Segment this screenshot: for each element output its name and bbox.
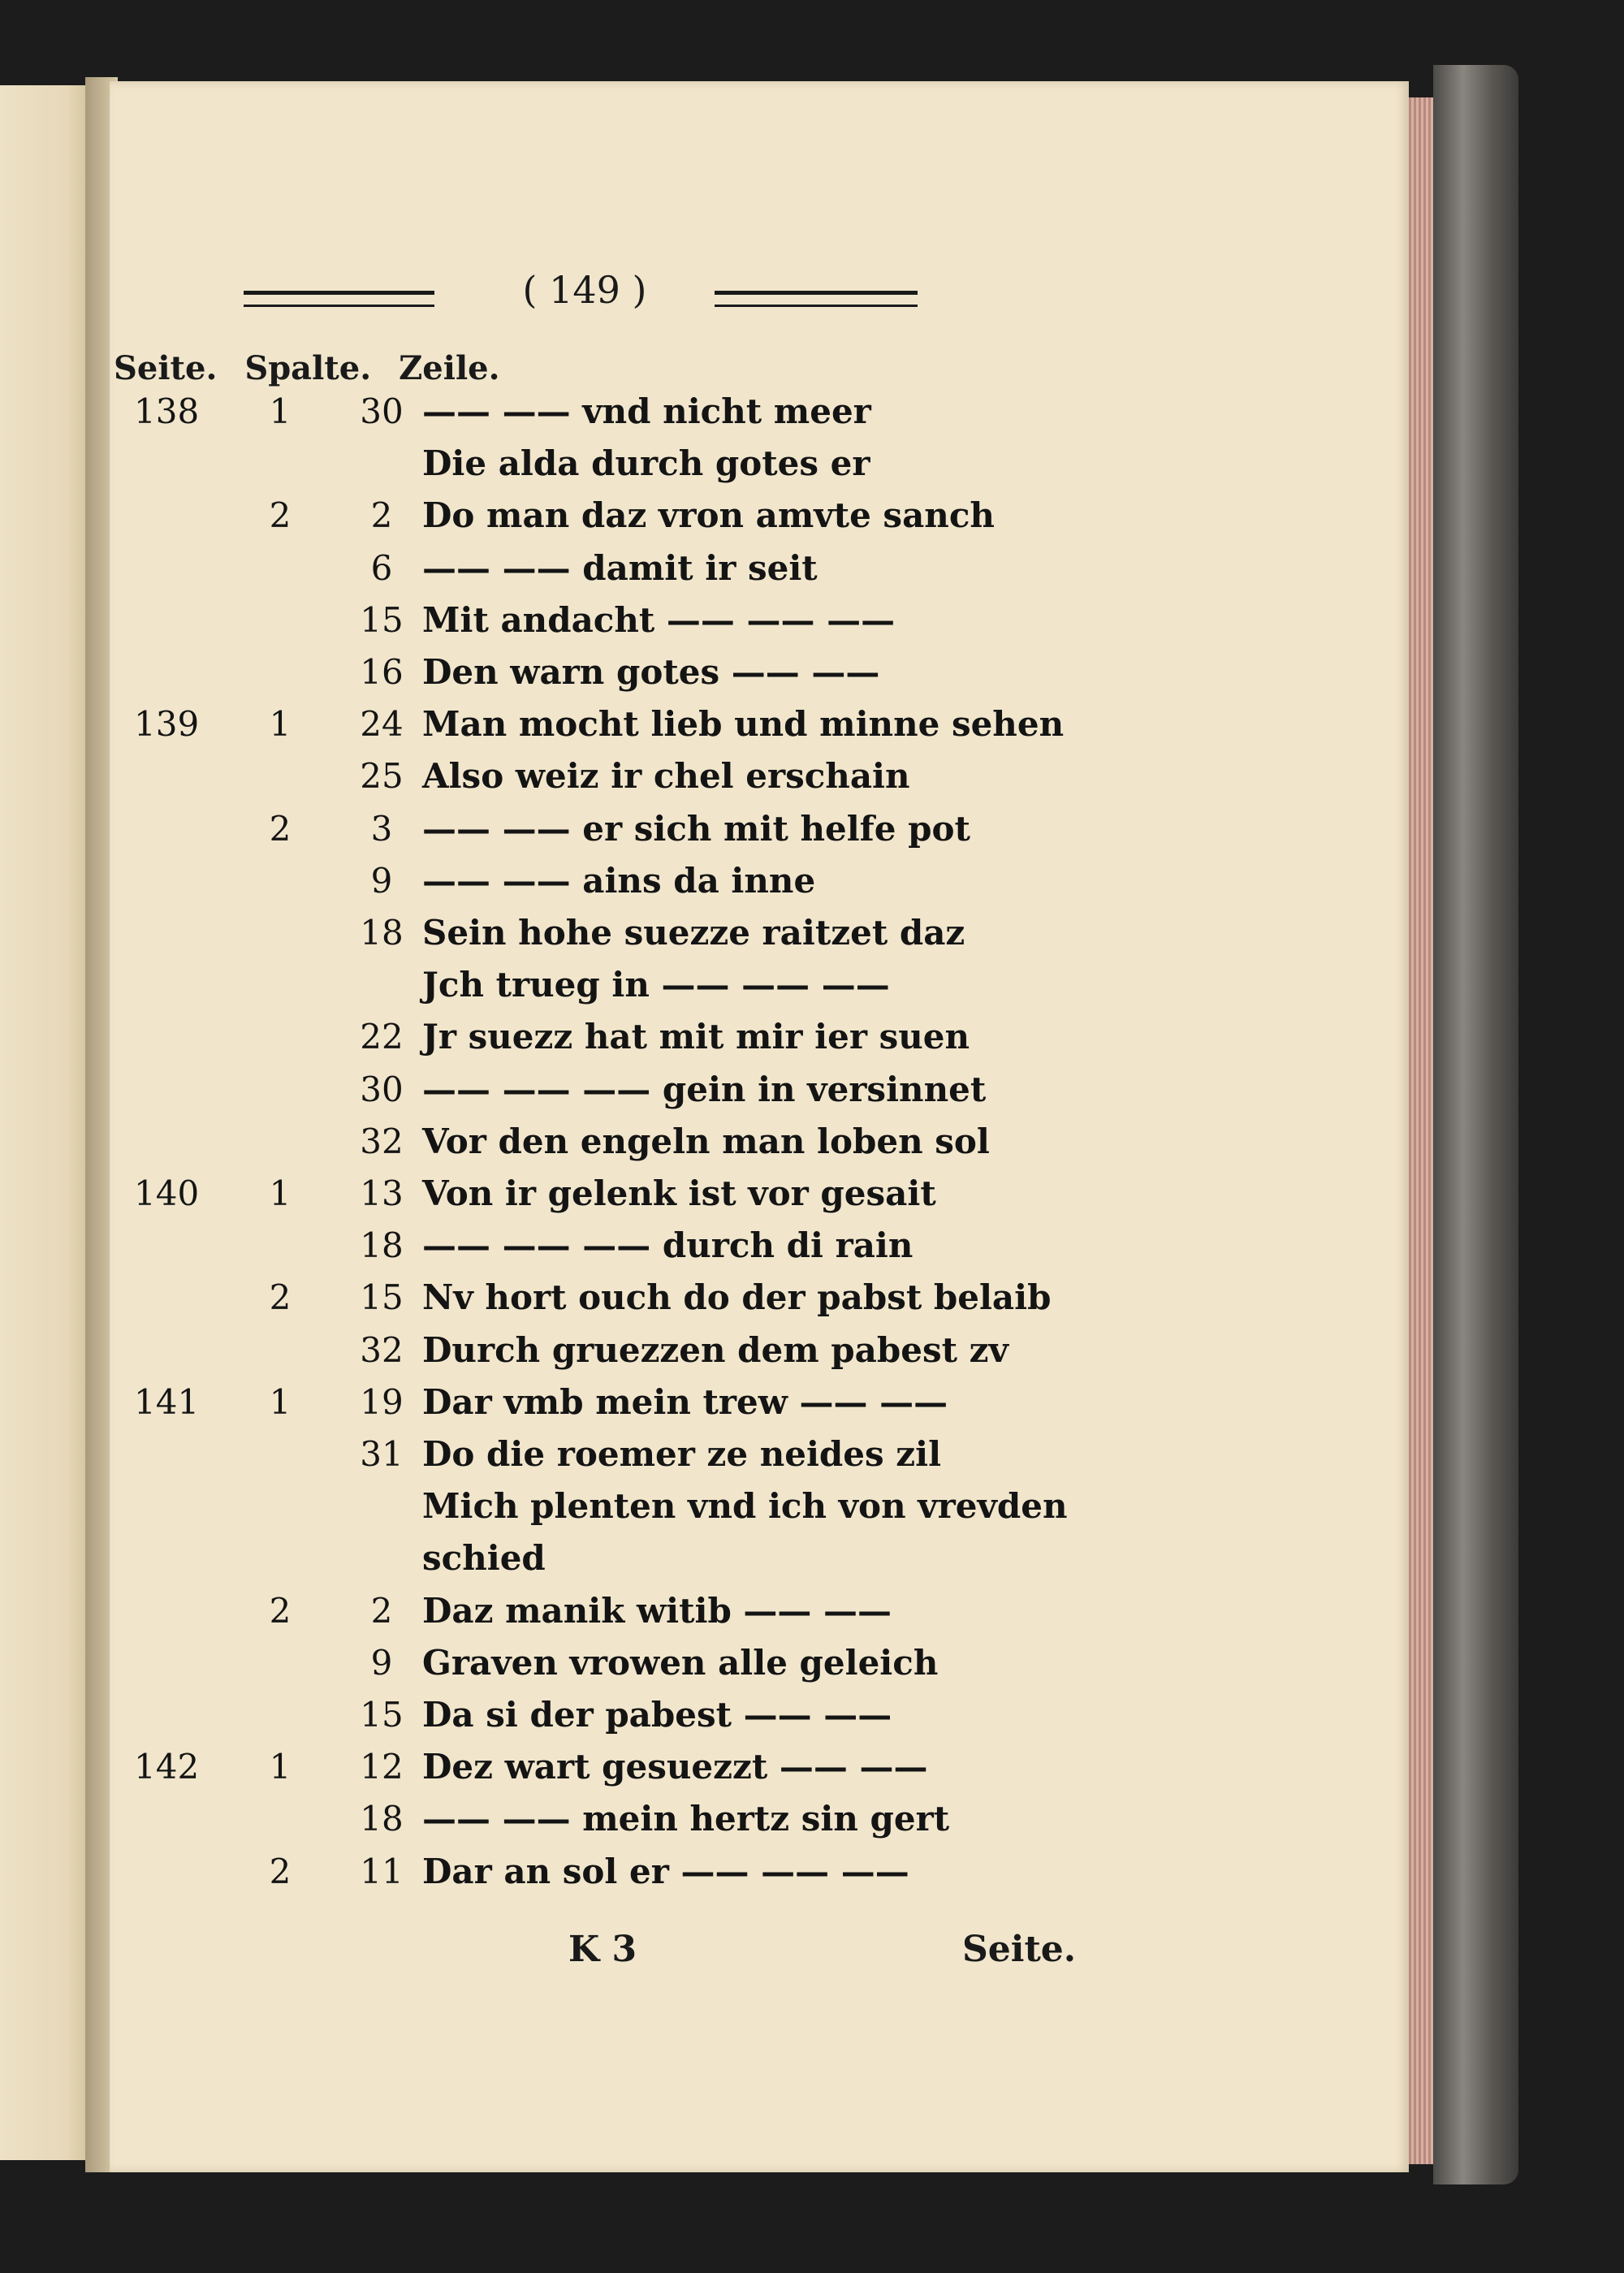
entry-text: —— —— vnd nicht meer	[422, 391, 871, 431]
table-row	[0, 756, 1624, 808]
signature-mark: K 3	[568, 1929, 637, 1970]
entry-text: Durch gruezzen dem pabest zv	[422, 1329, 1009, 1370]
seite-cell: 140	[134, 1173, 200, 1213]
table-row	[0, 1225, 1624, 1277]
spalte-cell: 1	[269, 1747, 292, 1787]
entry-text: Von ir gelenk ist vor gesait	[422, 1173, 936, 1213]
table-row	[0, 495, 1624, 547]
zeile-cell: 15	[360, 1695, 404, 1735]
entry-text: Die alda durch gotes er	[422, 443, 870, 484]
seite-cell: 142	[134, 1747, 200, 1787]
table-row	[0, 1643, 1624, 1695]
table-row	[0, 1121, 1624, 1173]
column-header-spalte: Spalte.	[244, 349, 372, 387]
table-row	[0, 965, 1624, 1017]
table-row	[0, 1277, 1624, 1329]
spalte-cell: 1	[269, 704, 292, 745]
table-row	[0, 1017, 1624, 1069]
zeile-cell: 15	[360, 599, 404, 640]
zeile-cell: 2	[370, 495, 393, 536]
table-row	[0, 1330, 1624, 1382]
spalte-cell: 1	[269, 1173, 292, 1213]
seite-cell: 141	[134, 1381, 200, 1422]
entry-text: Dar an sol er —— —— ——	[422, 1851, 909, 1891]
header-rule-right	[715, 291, 918, 307]
catchword: Seite.	[962, 1929, 1077, 1970]
entry-text: Also weiz ir chel erschain	[422, 756, 910, 797]
entry-text: —— —— damit ir seit	[422, 547, 818, 588]
zeile-cell: 9	[370, 1642, 393, 1683]
zeile-cell: 3	[370, 808, 393, 849]
spalte-cell: 2	[269, 1851, 292, 1891]
entry-text: —— —— —— durch di rain	[422, 1225, 914, 1266]
spalte-cell: 2	[269, 1277, 292, 1318]
entry-text: Do man daz vron amvte sanch	[422, 495, 995, 536]
zeile-cell: 18	[360, 913, 404, 953]
spalte-cell: 2	[269, 808, 292, 849]
table-row	[0, 913, 1624, 965]
table-row	[0, 1382, 1624, 1434]
table-row	[0, 809, 1624, 861]
table-row	[0, 1538, 1624, 1590]
table-row	[0, 1434, 1624, 1486]
zeile-cell: 18	[360, 1225, 404, 1266]
entry-text: Mit andacht —— —— ——	[422, 599, 896, 640]
entry-text: Man mocht lieb und minne sehen	[422, 704, 1065, 745]
table-row	[0, 1070, 1624, 1121]
spalte-cell: 2	[269, 1590, 292, 1631]
page-header	[0, 268, 1624, 317]
column-header-zeile: Zeile.	[399, 349, 500, 387]
seite-cell: 139	[134, 704, 200, 745]
zeile-cell: 15	[360, 1277, 404, 1318]
header-rule-left	[244, 291, 434, 307]
entry-text: schied	[422, 1538, 546, 1579]
table-row	[0, 704, 1624, 756]
entry-text: Dar vmb mein trew —— ——	[422, 1381, 948, 1422]
zeile-cell: 30	[360, 1069, 404, 1109]
page-number: ( 149 )	[522, 268, 647, 312]
spalte-cell: 1	[269, 1381, 292, 1422]
zeile-cell: 19	[360, 1381, 404, 1422]
entry-text: Graven vrowen alle geleich	[422, 1642, 939, 1683]
zeile-cell: 32	[360, 1329, 404, 1370]
entry-text: Do die roemer ze neides zil	[422, 1434, 942, 1474]
entry-text: Jch trueg in —— —— ——	[422, 965, 890, 1005]
spalte-cell: 2	[269, 495, 292, 536]
table-row	[0, 443, 1624, 495]
column-headers	[114, 349, 516, 387]
zeile-cell: 30	[360, 391, 404, 431]
seite-cell: 138	[134, 391, 200, 431]
zeile-cell: 9	[370, 860, 393, 901]
entry-text: —— —— er sich mit helfe pot	[422, 808, 970, 849]
entry-text: —— —— mein hertz sin gert	[422, 1799, 950, 1839]
table-row	[0, 1591, 1624, 1643]
zeile-cell: 31	[360, 1434, 404, 1474]
table-row	[0, 1852, 1624, 1904]
table-row	[0, 1695, 1624, 1747]
table-row	[0, 600, 1624, 652]
table-row	[0, 1173, 1624, 1225]
zeile-cell: 2	[370, 1590, 393, 1631]
entry-text: Den warn gotes —— ——	[422, 652, 880, 692]
zeile-cell: 11	[360, 1851, 404, 1891]
entry-text: —— —— ains da inne	[422, 860, 816, 901]
entry-text: —— —— —— gein in versinnet	[422, 1069, 987, 1109]
zeile-cell: 12	[360, 1747, 404, 1787]
table-row	[0, 1747, 1624, 1799]
zeile-cell: 13	[360, 1173, 404, 1213]
column-header-seite: Seite.	[114, 349, 218, 387]
zeile-cell: 24	[360, 704, 404, 745]
zeile-cell: 6	[370, 547, 393, 588]
entry-text: Sein hohe suezze raitzet daz	[422, 913, 965, 953]
page-footer	[0, 1929, 1624, 1977]
entry-text: Daz manik witib —— ——	[422, 1590, 892, 1631]
zeile-cell: 16	[360, 652, 404, 692]
table-row	[0, 1799, 1624, 1851]
entry-text: Nv hort ouch do der pabst belaib	[422, 1277, 1052, 1318]
table-row	[0, 548, 1624, 600]
spalte-cell: 1	[269, 391, 292, 431]
zeile-cell: 32	[360, 1121, 404, 1161]
entry-text: Da si der pabest —— ——	[422, 1695, 892, 1735]
entry-text: Dez wart gesuezzt —— ——	[422, 1747, 928, 1787]
table-row	[0, 391, 1624, 443]
table-row	[0, 861, 1624, 913]
zeile-cell: 25	[360, 756, 404, 797]
entry-text: Jr suezz hat mit mir ier suen	[422, 1017, 970, 1057]
entry-text: Mich plenten vnd ich von vrevden	[422, 1486, 1068, 1527]
table-row	[0, 1486, 1624, 1538]
zeile-cell: 22	[360, 1017, 404, 1057]
entry-text: Vor den engeln man loben sol	[422, 1121, 990, 1161]
zeile-cell: 18	[360, 1799, 404, 1839]
table-row	[0, 652, 1624, 704]
